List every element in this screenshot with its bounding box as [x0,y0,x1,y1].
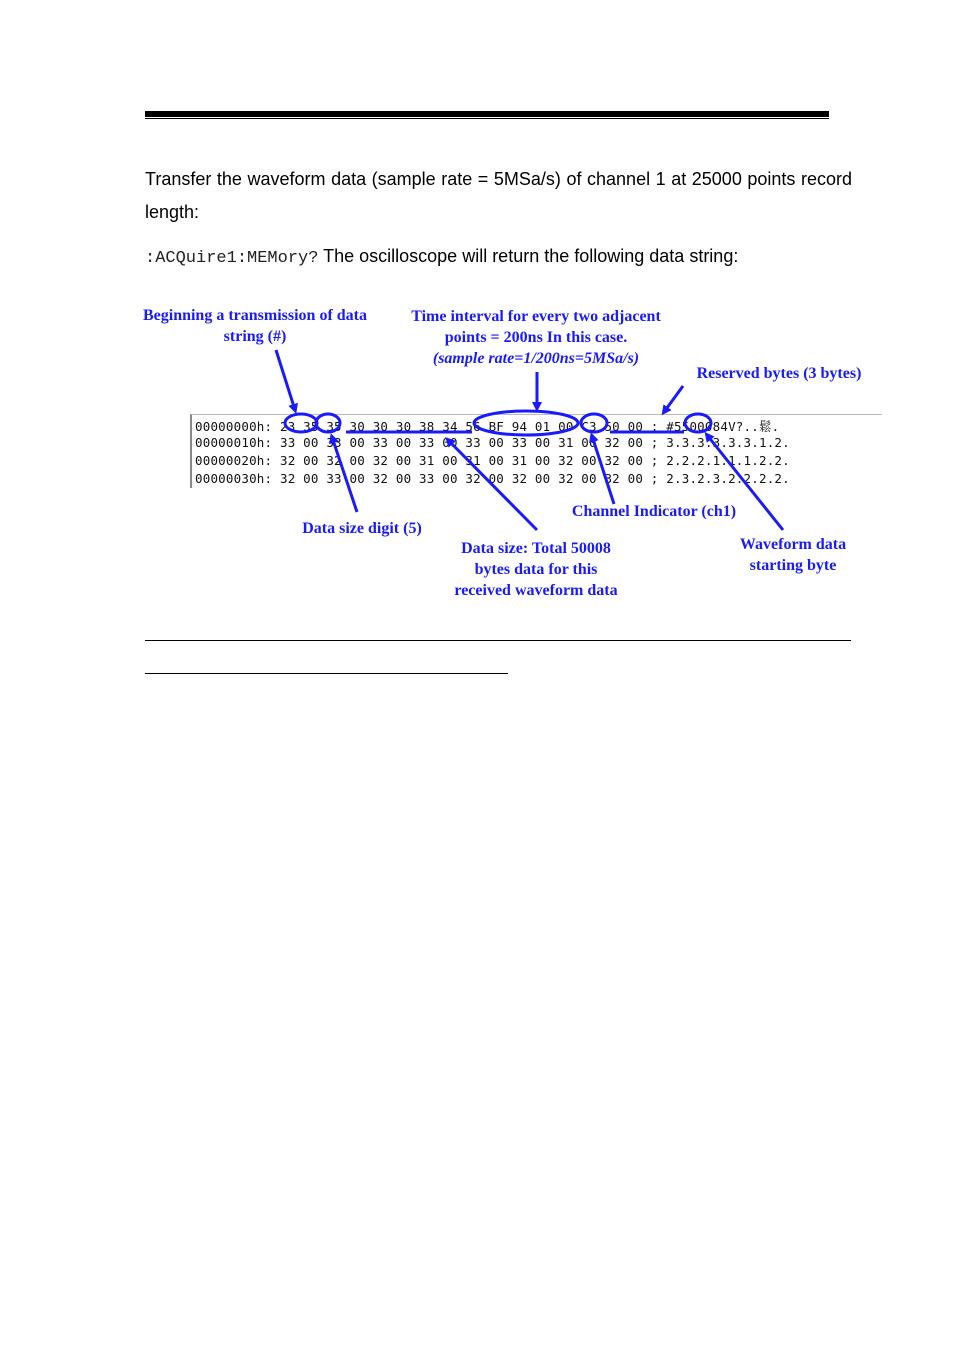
annotation-channel: Channel Indicator (ch1) [571,503,737,520]
circle-time-interval [474,411,578,435]
intro-paragraph: Transfer the waveform data (sample rate = 5MSa/s) of channel 1 at 25000 points record length: [145,169,852,222]
circle-00-start [685,414,711,432]
circle-23 [285,414,317,432]
annotation-digit: Data size digit (5) [302,520,422,537]
annotation-reserved: Reserved bytes (3 bytes) [696,365,862,382]
blank-line-rule [145,673,508,674]
annotation-begin: Beginning a transmission of data string (#) [142,307,368,345]
annotation-interval: Time interval for every two adjacent points = 200ns In this case. (sample rate=1/200ns=5MSa/s) [411,308,661,367]
circle-35 [316,414,340,432]
arrow-digit [332,437,357,512]
blank-line-rule [145,640,851,641]
circle-01 [581,414,607,432]
hex-row: 00000030h: 32 00 33 00 32 00 33 00 32 00 32 00 32 00 32 00 ; 2.3.2.3.2.2.2.2. [195,471,790,486]
arrow-size [448,440,537,530]
arrow-reserved [664,386,683,412]
hex-row: 00000010h: 33 00 33 00 33 00 33 00 33 00 33 00 31 00 32 00 ; 3.3.3.3.3.3.1.2. [195,435,790,450]
command-description: The oscilloscope will return the following data string: [323,246,739,266]
arrow-begin [276,350,295,410]
arrow-channel [592,436,614,504]
annotation-waveform-start: Waveform data starting byte [739,536,847,574]
annotation-data-size: Data size: Total 50008 bytes data for this received waveform data [454,540,618,599]
hex-row: 00000000h: 23 35 35 30 30 30 38 34 56 BF 94 01 00 C3 50 00 ; #5500084V?..鬆. [195,419,780,434]
command-code: :ACQuire1:MEMory? [145,249,319,268]
hex-row: 00000020h: 32 00 32 00 32 00 31 00 31 00 31 00 32 00 32 00 ; 2.2.2.1.1.1.2.2. [195,453,790,468]
